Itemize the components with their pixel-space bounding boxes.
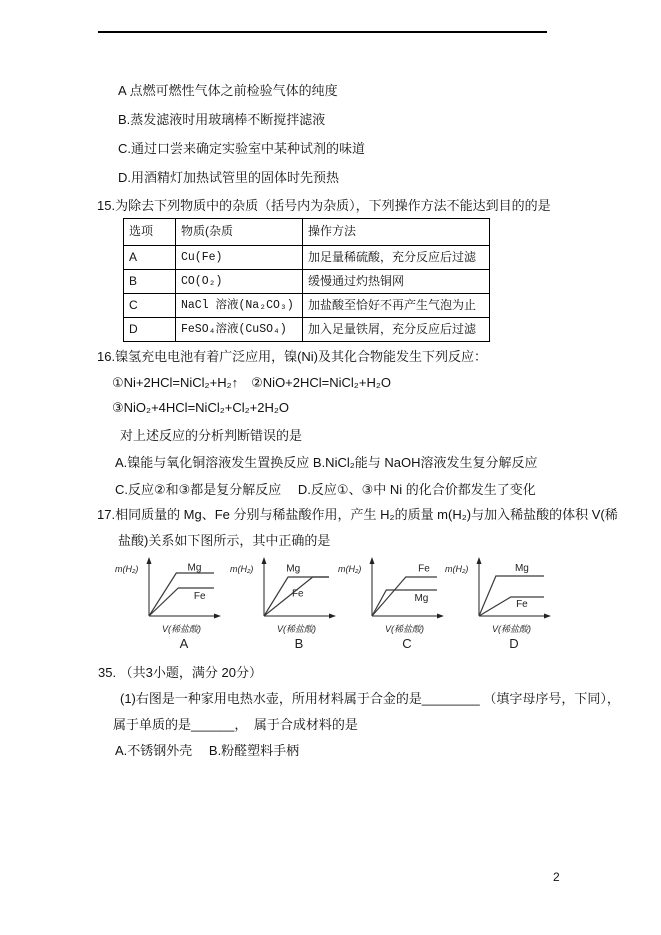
table-cell-method: 加足量稀硫酸，充分反应后过滤: [303, 246, 490, 270]
q16-equations-2: ③NiO₂+4HCl=NiCl₂+Cl₂+2H₂O: [112, 400, 290, 415]
graph-b-plot: [229, 555, 344, 652]
table-cell-substance: NaCl 溶液(Na₂CO₃): [176, 294, 303, 318]
q17-stem-line1: 17.相同质量的 Mg、Fe 分别与稀盐酸作用，产生 H₂的质量 m(H₂)与加入稀盐酸的体积 V(稀: [97, 507, 618, 522]
table-header-row: [124, 219, 490, 246]
q17-stem-line2: 盐酸)关系如下图所示，其中正确的是: [118, 533, 331, 548]
svg-text:m(H₂): m(H₂): [230, 564, 254, 574]
table-header-option: 选项: [124, 219, 176, 246]
table-cell-option: C: [124, 294, 176, 318]
q16-stem: 16.镍氢充电电池有着广泛应用，镍(Ni)及其化合物能发生下列反应：: [97, 349, 488, 364]
svg-text:V(稀盐酸): V(稀盐酸): [492, 624, 531, 634]
table-cell-option: D: [124, 318, 176, 342]
svg-text:m(H₂): m(H₂): [115, 564, 139, 574]
header-rule: [98, 31, 547, 33]
q35-line2: 属于单质的是______， 属于合成材料的是: [113, 717, 358, 732]
table-cell-substance: CO(O₂): [176, 270, 303, 294]
q16-options-cd: C.反应②和③都是复分解反应 D.反应①、③中 Ni 的化合价都发生了变化: [115, 482, 536, 497]
svg-text:B: B: [294, 636, 304, 651]
table-cell-substance: FeSO₄溶液(CuSO₄): [176, 318, 303, 342]
q15-table: [123, 218, 490, 342]
svg-text:Fe: Fe: [516, 599, 528, 610]
table-cell-option: B: [124, 270, 176, 294]
q35-line1: (1)右图是一种家用电热水壶，所用材料属于合金的是________ （填字母序号，下同），: [120, 691, 620, 706]
svg-text:Mg: Mg: [187, 562, 202, 574]
q16-equations-1: ①Ni+2HCl=NiCl₂+H₂↑ ②NiO+2HCl=NiCl₂+H₂O: [112, 375, 391, 390]
svg-text:Mg: Mg: [514, 563, 529, 574]
svg-text:D: D: [509, 636, 519, 651]
svg-text:m(H₂): m(H₂): [338, 564, 362, 574]
graph-a-plot: [114, 555, 229, 652]
graph-c-plot: [337, 555, 452, 652]
svg-text:Mg: Mg: [414, 593, 429, 604]
svg-text:A: A: [179, 636, 189, 651]
table-cell-option: A: [124, 246, 176, 270]
q16-options-ab: A.镍能与氧化铜溶液发生置换反应 B.NiCl₂能与 NaOH溶液发生复分解反应: [115, 455, 538, 470]
table-header-substance: 物质(杂质: [176, 219, 303, 246]
svg-text:Fe: Fe: [291, 588, 304, 600]
svg-text:C: C: [402, 636, 412, 651]
table-cell-substance: Cu(Fe): [176, 246, 303, 270]
q15-stem: 15.为除去下列物质中的杂质（括号内为杂质），下列操作方法不能达到目的的是: [97, 198, 551, 213]
svg-text:m(H₂): m(H₂): [445, 564, 469, 574]
table-cell-method: 加入足量铁屑，充分反应后过滤: [303, 318, 490, 342]
graph-d-plot: [444, 555, 559, 652]
table-row: [124, 294, 490, 318]
table-header-method: 操作方法: [303, 219, 490, 246]
table-row: [124, 318, 490, 342]
svg-text:Mg: Mg: [286, 563, 301, 575]
table-row: [124, 246, 490, 270]
svg-text:Fe: Fe: [418, 563, 430, 575]
graph-a: [114, 555, 229, 652]
table-cell-method: 缓慢通过灼热铜网: [303, 270, 490, 294]
graph-d: [444, 555, 559, 652]
svg-text:Fe: Fe: [193, 591, 206, 602]
q35-options: A.不锈钢外壳 B.粉醛塑料手柄: [115, 743, 300, 758]
q14-option-a: A 点燃可燃性气体之前检验气体的纯度: [118, 83, 338, 98]
q14-option-d: D.用酒精灯加热试管里的固体时先预热: [118, 170, 340, 185]
graph-c: [337, 555, 452, 652]
q14-option-b: B.蒸发滤液时用玻璃棒不断搅拌滤液: [118, 112, 326, 127]
q35-heading: 35. （共3小题，满分 20分）: [98, 665, 262, 680]
page-number: 2: [553, 870, 560, 884]
table-row: [124, 270, 490, 294]
q14-option-c: C.通过口尝来确定实验室中某种试剂的味道: [118, 141, 366, 156]
table-cell-method: 加盐酸至恰好不再产生气泡为止: [303, 294, 490, 318]
svg-text:V(稀盐酸): V(稀盐酸): [277, 624, 316, 634]
graph-b: [229, 555, 344, 652]
q16-prompt: 对上述反应的分析判断错误的是: [120, 428, 303, 443]
svg-text:V(稀盐酸): V(稀盐酸): [162, 624, 201, 634]
svg-text:V(稀盐酸): V(稀盐酸): [385, 624, 424, 634]
